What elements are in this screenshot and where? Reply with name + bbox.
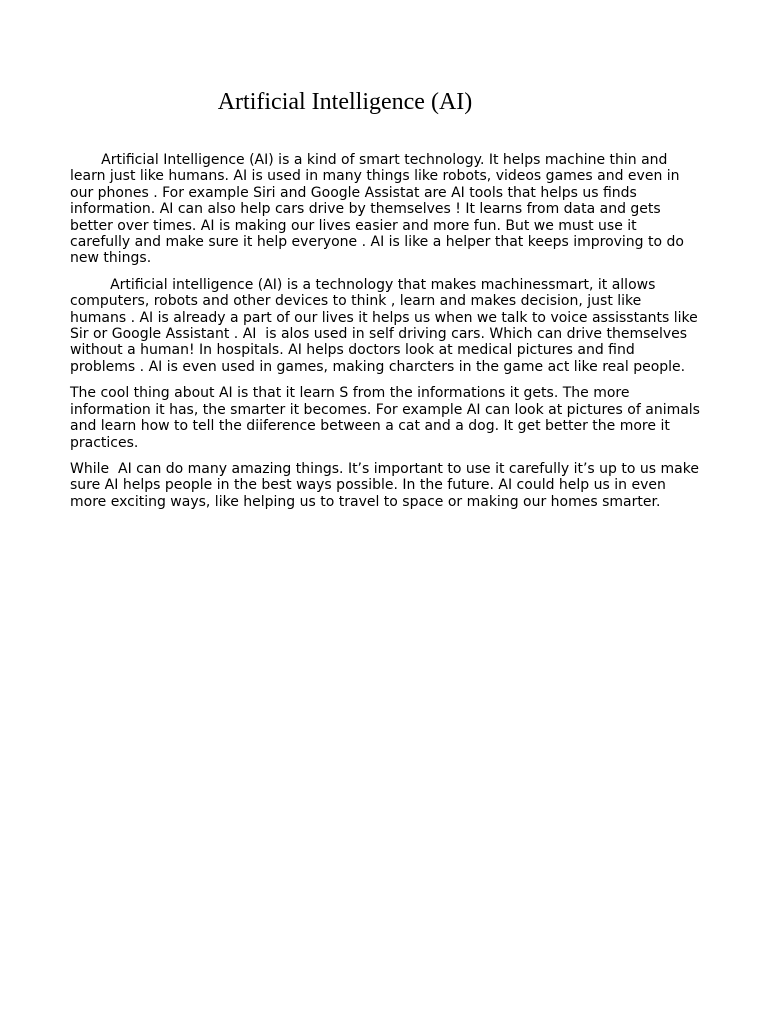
document-title: Artificial Intelligence (AI)	[217, 89, 473, 115]
paragraph-1: Artificial Intelligence (AI) is a kind of smart technology. It helps machine thin and learn just like humans. AI is used in many things like robots, videos games and even in our phones . For example Siri and Google Assistat are AI tools that helps us finds information. AI can also help cars drive by themselves ! It learns from data and gets better over times. AI is making our lives easier and more fun. But we must use it carefully and make sure it help everyone . AI is like a helper that keeps improving to do new things.	[70, 152, 689, 267]
document-body	[70, 152, 705, 520]
paragraph-2: Artificial intelligence (AI) is a technology that makes machinessmart, it allows computers, robots and other devices to think , learn and makes decision, just like humans . AI is already a part of our lives it helps us when we talk to voice assisstants like Sir or Google Assistant . AI is alos used in self driving cars. Which can drive themselves without a human! In hospitals. AI helps doctors look at medical pictures and find problems . AI is even used in games, making charcters in the game act like real people.	[70, 276, 703, 375]
paragraph-4: While AI can do many amazing things. It’s important to use it carefully it’s up to us make sure AI helps people in the best ways possible. In the future. AI could help us in even more exciting ways, like helping us to travel to space or making our homes smarter.	[70, 460, 704, 510]
paragraph-3: The cool thing about AI is that it learn S from the informations it gets. The more information it has, the smarter it becomes. For example AI can look at pictures of animals and learn how to tell the diiference between a cat and a dog. It get better the more it practices.	[70, 385, 705, 451]
